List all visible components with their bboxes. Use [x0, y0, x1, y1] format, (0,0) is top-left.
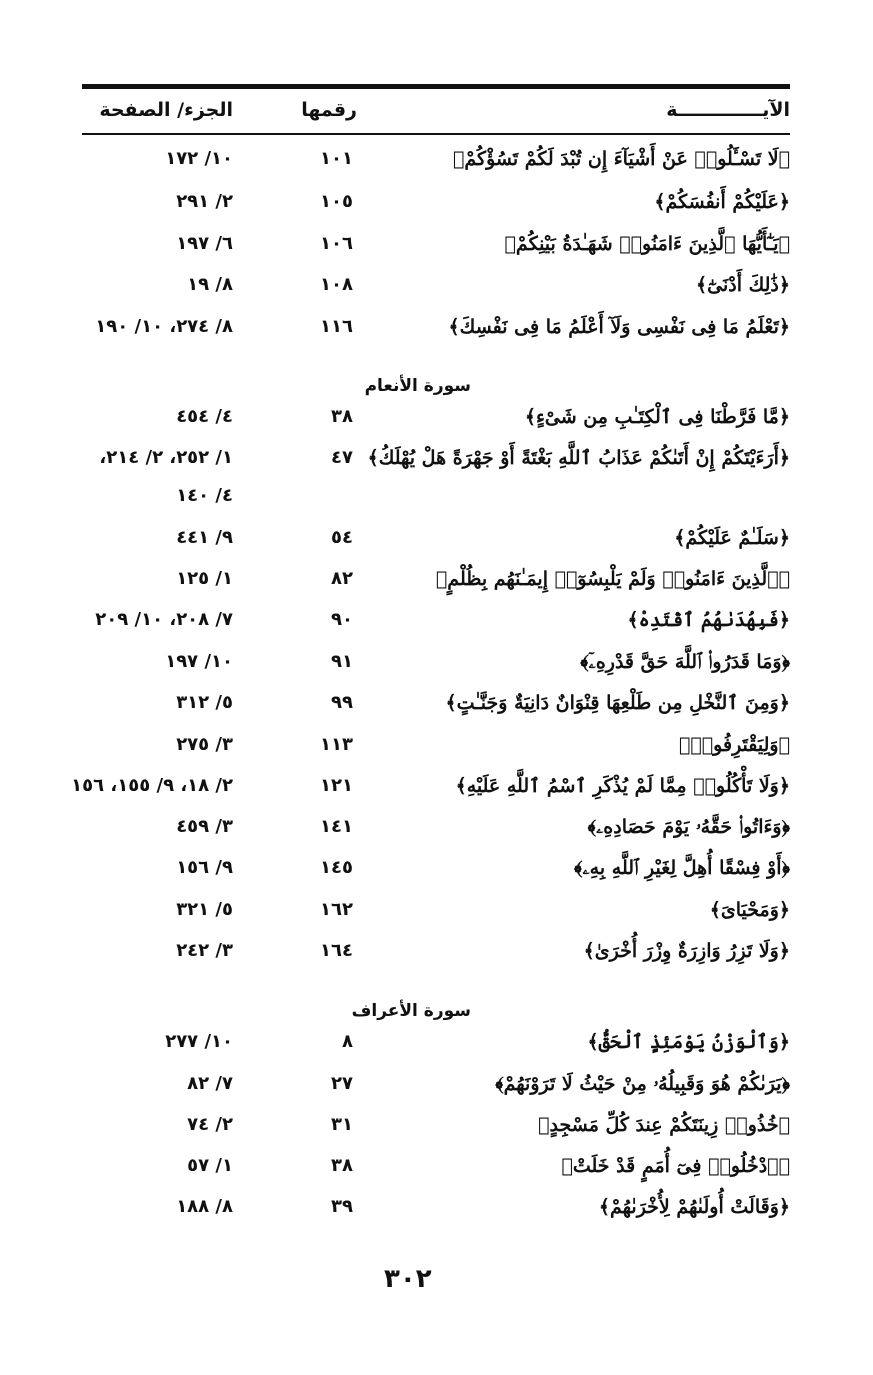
volume-page-reference: ٤/ ١٤٠ — [176, 485, 233, 506]
index-row — [0, 899, 873, 937]
volume-page-reference: ١/ ٢٥٢، ٢/ ٢١٤، — [99, 447, 233, 468]
index-row — [0, 609, 873, 647]
verse-number: ٣٩ — [331, 1196, 353, 1217]
page-number: ٣٠٢ — [384, 1264, 432, 1294]
volume-page-reference: ٢/ ١٨، ٩/ ١٥٥، ١٥٦ — [71, 775, 233, 796]
volume-page-reference: ٩/ ٤٤١ — [176, 527, 233, 548]
index-row — [0, 148, 873, 186]
verse-number: ١٠٦ — [320, 233, 353, 254]
index-row — [0, 1073, 873, 1111]
volume-page-reference: ٤/ ٤٥٤ — [176, 406, 233, 427]
index-row — [0, 1114, 873, 1152]
volume-page-reference: ٦/ ١٩٧ — [176, 233, 233, 254]
volume-page-reference: ٣/ ٢٧٥ — [176, 734, 233, 755]
verse-number: ٣٨ — [331, 406, 353, 427]
index-row — [0, 274, 873, 312]
verse-number: ١٦٢ — [320, 899, 353, 920]
verse-text: ﴿وَمَحْيَاىَ﴾ — [709, 899, 790, 921]
verse-text: ﴿وَلِيَقْتَرِفُوا۟﴾ — [678, 734, 790, 756]
verse-number: ٨ — [342, 1031, 353, 1052]
verse-number: ١٠٥ — [320, 191, 353, 212]
verse-text: ﴿تَعْلَمُ مَا فِى نَفْسِى وَلَآ أَعْلَمُ مَا فِى نَفْسِكَ﴾ — [448, 316, 790, 338]
volume-page-reference: ٣/ ٢٤٢ — [176, 940, 233, 961]
verse-number: ٨٢ — [331, 568, 353, 589]
volume-page-reference: ٧/ ٨٢ — [187, 1073, 233, 1094]
index-row — [0, 734, 873, 772]
verse-text: ﴿سَلَـٰمٌ عَلَيْكُمْ﴾ — [674, 527, 790, 549]
volume-page-reference: ٧/ ٢٠٨، ١٠/ ٢٠٩ — [95, 609, 233, 630]
index-row — [0, 775, 873, 813]
volume-page-reference: ٨/ ١٨٨ — [176, 1196, 233, 1217]
verse-text: ﴿فَبِهُدَىٰهُمُ ٱقْتَدِهْ﴾ — [627, 609, 790, 631]
section-heading-al-anam: سورة الأنعام — [364, 376, 471, 396]
index-row — [0, 568, 873, 606]
index-row — [0, 1155, 873, 1193]
verse-number: ١٤٥ — [320, 857, 353, 878]
verse-text: ﴿وَقَالَتْ أُولَىٰهُمْ لِأُخْرَىٰهُمْ﴾ — [598, 1196, 790, 1218]
volume-page-reference: ٥/ ٣٢١ — [176, 899, 233, 920]
volume-page-reference: ١٠/ ١٩٧ — [165, 651, 233, 672]
index-row — [0, 316, 873, 354]
verse-number: ١٦٤ — [320, 940, 353, 961]
verse-text: ﴿أَرَءَيْتَكُمْ إِنْ أَتَىٰكُمْ عَذَابُ ٱللَّهِ بَغْتَةً أَوْ جَهْرَةً هَلْ يُهْلَكُ﴾ — [367, 447, 790, 469]
index-row — [0, 527, 873, 565]
index-row — [0, 1031, 873, 1069]
index-row — [0, 940, 873, 978]
volume-page-reference: ١/ ٥٧ — [187, 1155, 233, 1176]
verse-number: ٩١ — [331, 651, 353, 672]
verse-text: ﴿وَٱلْوَزْنُ يَوْمَئِذٍ ٱلْحَقُّ﴾ — [587, 1031, 790, 1053]
verse-number: ٤٧ — [331, 447, 353, 468]
verse-number: ٢٧ — [331, 1073, 353, 1094]
index-row — [0, 651, 873, 689]
verse-text: ﴿مَّا فَرَّطْنَا فِى ٱلْكِتَـٰبِ مِن شَىْءٍ﴾ — [524, 406, 790, 428]
column-header-reference: الجزء/ الصفحة — [99, 99, 233, 121]
volume-page-reference: ١٠/ ٢٧٧ — [165, 1031, 233, 1052]
index-row-continuation — [0, 485, 873, 523]
volume-page-reference: ٩/ ١٥٦ — [176, 857, 233, 878]
verse-text: ﴿ذَٰلِكَ أَدْنَىٰٓ﴾ — [695, 274, 790, 296]
verse-number: ١٤١ — [320, 816, 353, 837]
verse-number: ٩٠ — [331, 609, 353, 630]
verse-text: ﴿يَرَىٰكُمْ هُوَ وَقَبِيلُهُۥ مِنْ حَيْثُ لَا تَرَوْنَهُمْ﴾ — [495, 1073, 790, 1095]
index-row — [0, 447, 873, 485]
header-top-rule — [82, 84, 790, 89]
verse-text: ﴿ٱلَّذِينَ ءَامَنُوا۟ وَلَمْ يَلْبِسُوٓا۟ إِيمَـٰنَهُم بِظُلْمٍ﴾ — [435, 568, 790, 590]
volume-page-reference: ١٠/ ١٧٢ — [165, 148, 233, 169]
verse-number: ١١٦ — [320, 316, 353, 337]
volume-page-reference: ٥/ ٣١٢ — [176, 692, 233, 713]
index-row — [0, 233, 873, 271]
volume-page-reference: ١/ ١٢٥ — [176, 568, 233, 589]
verse-text: ﴿وَلَا تَأْكُلُوا۟ مِمَّا لَمْ يُذْكَرِ ٱسْمُ ٱللَّهِ عَلَيْهِ﴾ — [455, 775, 790, 797]
volume-page-reference: ٨/ ٢٧٤، ١٠/ ١٩٠ — [95, 316, 233, 337]
verse-text: ﴿أَوْ فِسْقًا أُهِلَّ لِغَيْرِ ٱللَّهِ بِهِۦ﴾ — [574, 857, 790, 879]
section-heading-al-araf: سورة الأعراف — [351, 1001, 471, 1021]
verse-text: ﴿لَا تَسْـَٔلُوا۟ عَنْ أَشْيَآءَ إِن تُبْدَ لَكُمْ تَسُؤْكُمْ﴾ — [452, 148, 790, 170]
verse-number: ٥٤ — [331, 527, 353, 548]
verse-number: ١١٣ — [320, 734, 353, 755]
column-header-verse: الآيـــــــــــــة — [666, 99, 790, 121]
verse-number: ١٠١ — [320, 148, 353, 169]
verse-number: ١٢١ — [320, 775, 353, 796]
verse-number: ١٠٨ — [320, 274, 353, 295]
index-row — [0, 1196, 873, 1234]
volume-page-reference: ٣/ ٤٥٩ — [176, 816, 233, 837]
volume-page-reference: ٨/ ١٩ — [187, 274, 233, 295]
index-row — [0, 692, 873, 730]
verse-text: ﴿وَمَا قَدَرُوا۟ ٱللَّهَ حَقَّ قَدْرِهِۦٓ﴾ — [580, 651, 790, 673]
verse-text: ﴿وَمِنَ ٱلنَّخْلِ مِن طَلْعِهَا قِنْوَانٌ دَانِيَةٌ وَجَنَّـٰتٍ﴾ — [445, 692, 790, 714]
column-header-number: رقمها — [301, 99, 357, 121]
verse-text: ﴿ٱدْخُلُوا۟ فِىٓ أُمَمٍ قَدْ خَلَتْ﴾ — [561, 1155, 790, 1177]
volume-page-reference: ٢/ ٢٩١ — [176, 191, 233, 212]
index-row — [0, 406, 873, 444]
verse-number: ٣١ — [331, 1114, 353, 1135]
verse-text: ﴿خُذُوا۟ زِينَتَكُمْ عِندَ كُلِّ مَسْجِدٍ﴾ — [538, 1114, 790, 1136]
index-row — [0, 191, 873, 229]
volume-page-reference: ٢/ ٧٤ — [187, 1114, 233, 1135]
header-bottom-rule — [82, 133, 790, 135]
index-row — [0, 857, 873, 895]
index-row — [0, 816, 873, 854]
verse-text: ﴿وَلَا تَزِرُ وَازِرَةٌ وِزْرَ أُخْرَىٰ﴾ — [583, 940, 790, 962]
verse-text: ﴿وَءَاتُوا۟ حَقَّهُۥ يَوْمَ حَصَادِهِۦ﴾ — [587, 816, 790, 838]
verse-text: ﴿عَلَيْكُمْ أَنفُسَكُمْ﴾ — [654, 191, 790, 213]
verse-number: ٣٨ — [331, 1155, 353, 1176]
verse-text: ﴿يَـٰٓأَيُّهَا ٱلَّذِينَ ءَامَنُوا۟ شَهَـٰدَةُ بَيْنِكُمْ﴾ — [504, 233, 790, 255]
verse-number: ٩٩ — [331, 692, 353, 713]
